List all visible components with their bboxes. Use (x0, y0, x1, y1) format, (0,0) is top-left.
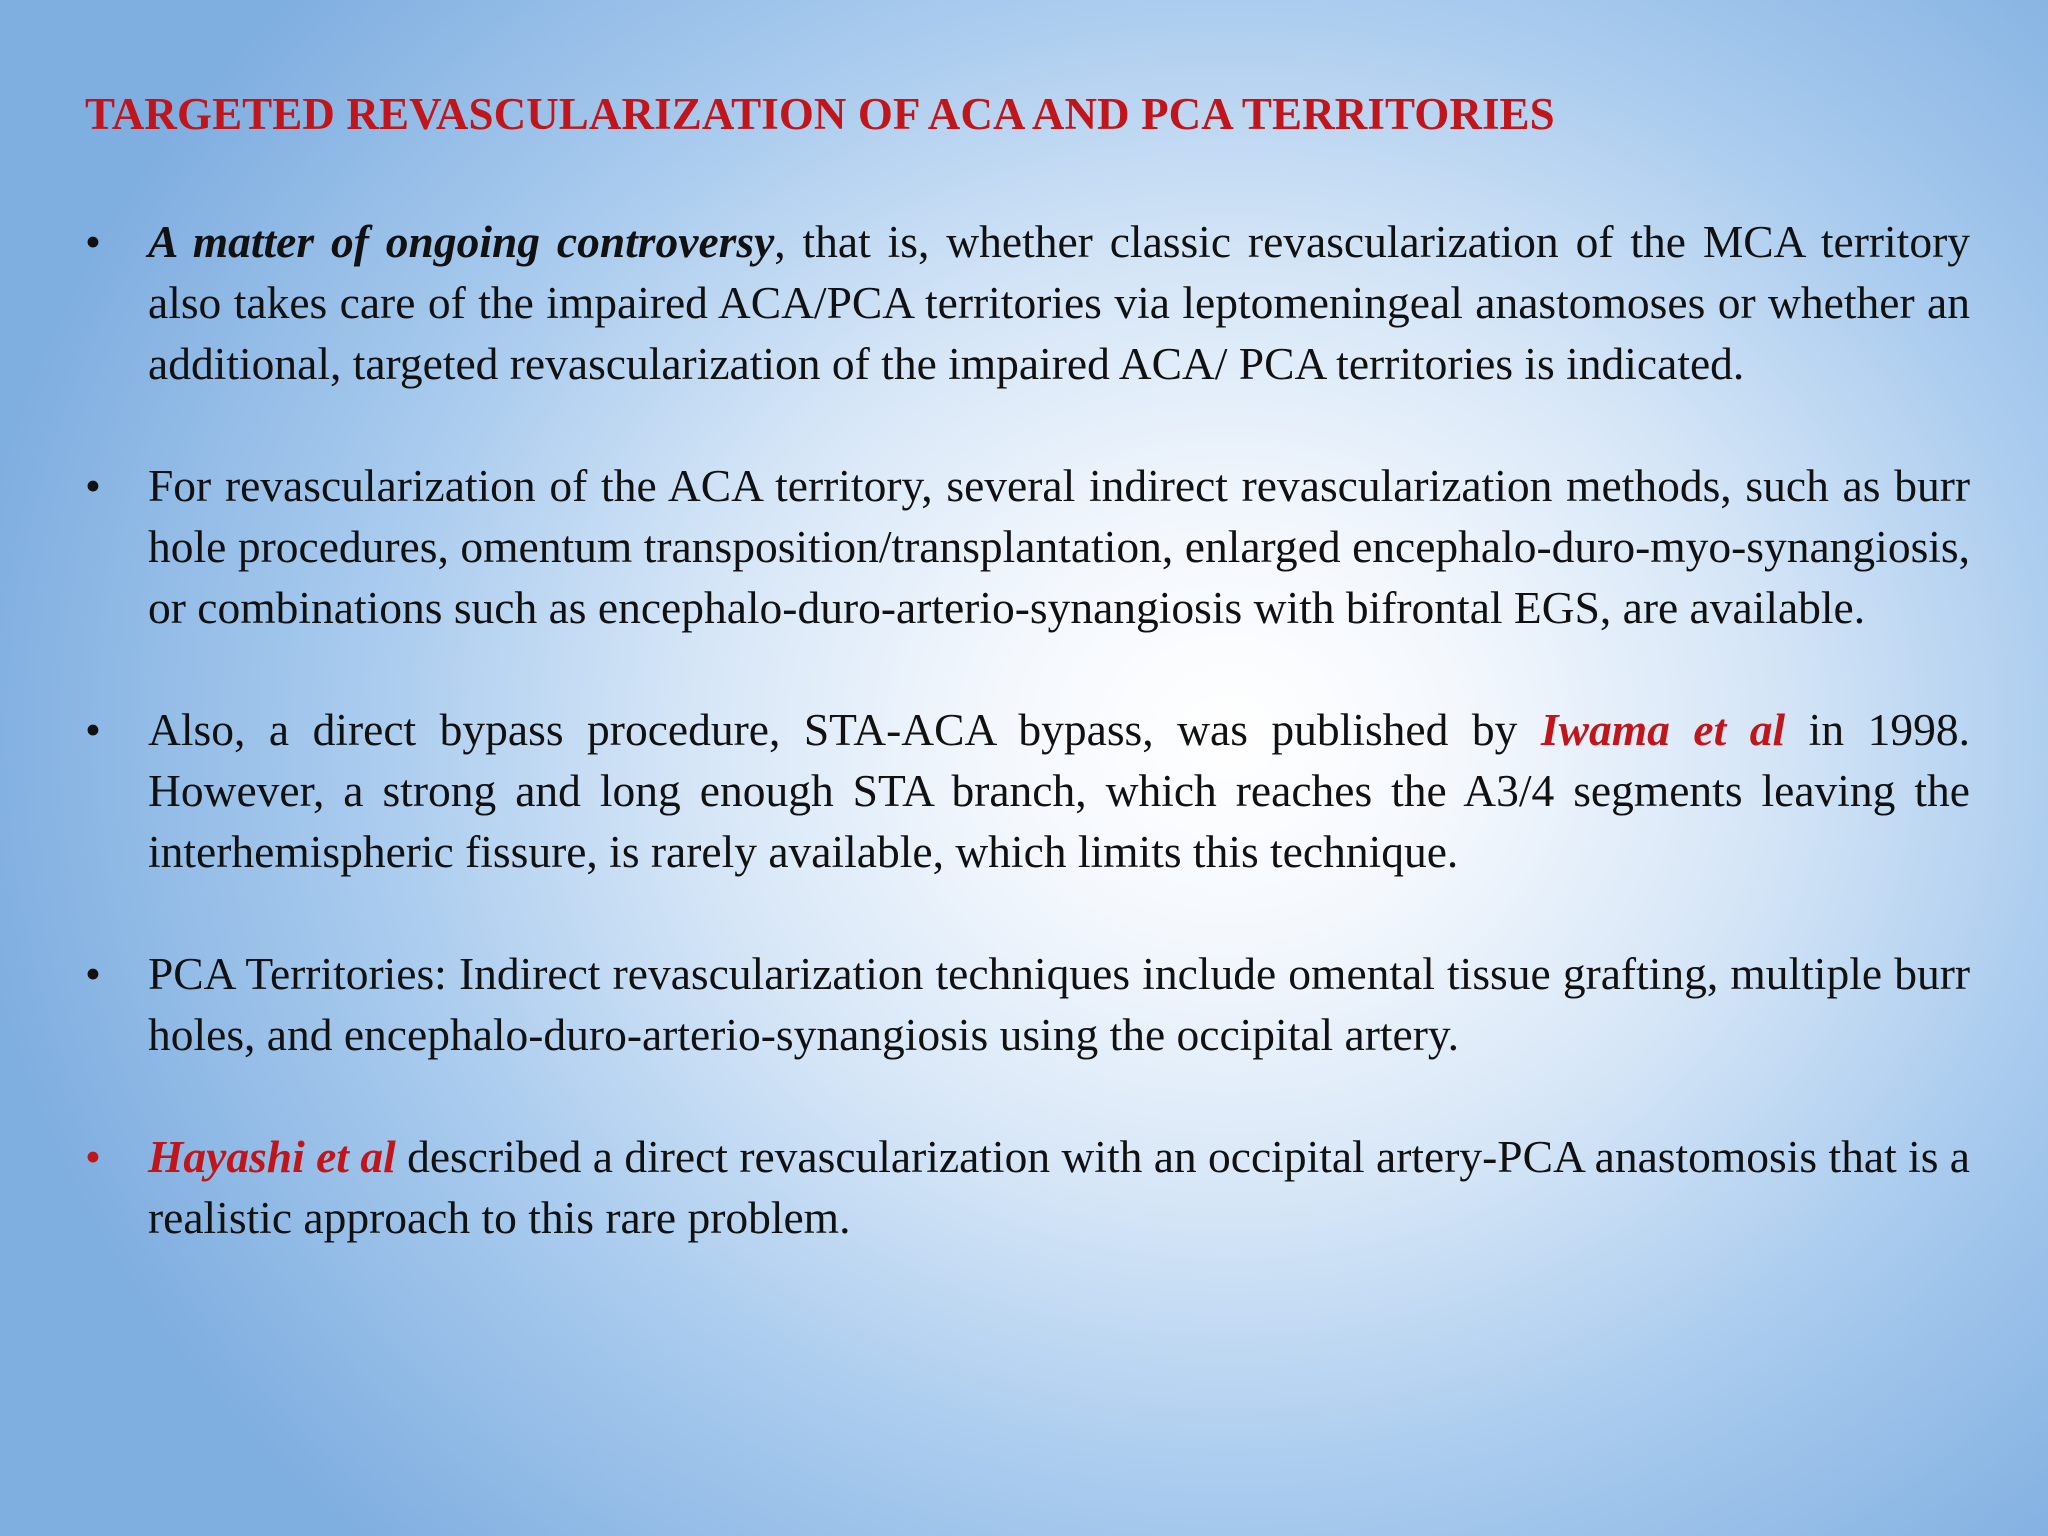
bullet-dot: • (85, 460, 101, 511)
bullet-item-aca-indirect (85, 455, 1970, 638)
bullet-item-controversy (85, 211, 1970, 394)
bullet-text: , that is, whether classic revascularization of the MCA territory also takes care of the impaired ACA/PCA territories via leptomeningeal anastomoses or whether an additional, targeted revascularization of the impaired ACA/ PCA territories is indicated. (148, 216, 1970, 389)
bullet-text: described a direct revascularization with an occipital artery-PCA anastomosis that is a realistic approach to this rare problem. (148, 1131, 1971, 1243)
bullet-text: For revascularization of the ACA territory, several indirect revascularization methods, such as burr hole procedures, omentum transposition/transplantation, enlarged encephalo-duro-myo-synangiosis, or combinations such as encephalo-duro-arterio-synangiosis with bifrontal EGS, are available. (148, 460, 1970, 633)
bullet-citation: Iwama et al (1540, 704, 1786, 755)
bullet-dot: • (85, 216, 101, 267)
bullet-dot: • (85, 1131, 101, 1182)
bullet-dot: • (85, 704, 101, 755)
bullet-text-after: in 1998. However, a strong and long enough STA branch, which reaches the A3/4 segments leaving the interhemispheric fissure, is rarely available, which limits this technique. (148, 704, 1970, 877)
slide-title: TARGETED REVASCULARIZATION OF ACA AND PCA TERRITORIES (85, 89, 1555, 139)
bullet-item-hayashi (85, 1126, 1970, 1248)
bullet-item-sta-aca-bypass (85, 699, 1970, 882)
bullet-citation: Hayashi et al (148, 1131, 396, 1182)
bullet-list (85, 211, 1970, 1248)
bullet-text-before: Also, a direct bypass procedure, STA-ACA bypass, was published by (148, 704, 1541, 755)
bullet-item-pca-territories (85, 943, 1970, 1065)
bullet-text: PCA Territories: Indirect revascularization techniques include omental tissue grafting, multiple burr holes, and encephalo-duro-arterio-synangiosis using the occipital artery. (148, 948, 1970, 1060)
bullet-emphasis: A matter of ongoing controversy (148, 216, 775, 267)
bullet-dot: • (85, 948, 101, 999)
